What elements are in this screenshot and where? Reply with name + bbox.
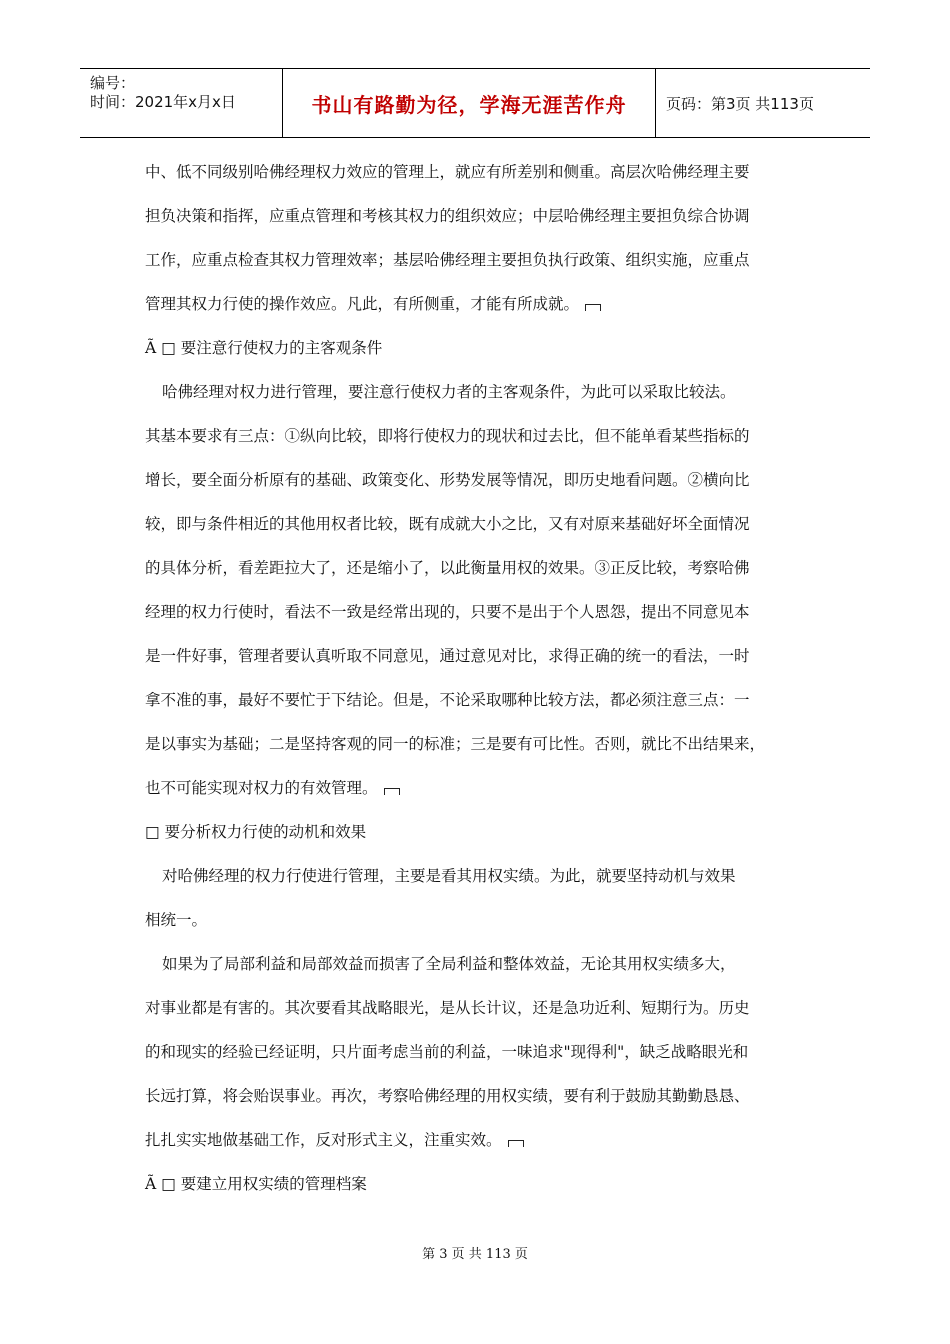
document-body — [145, 150, 810, 1206]
text-line — [145, 282, 810, 326]
text-line-content: 管理其权力行使的操作效应。凡此，有所侧重，才能有所成就。 — [145, 295, 580, 313]
text-line: 对哈佛经理的权力行使进行管理，主要是看其用权实绩。为此，就要坚持动机与效果 — [162, 867, 736, 885]
text-line: 其基本要求有三点：①纵向比较，即将行使权力的现状和过去比，但不能单看某些指标的 — [145, 427, 750, 445]
text-line: 较，即与条件相近的其他用权者比较，既有成就大小之比，又有对原来基础好坏全面情况 — [145, 515, 750, 533]
text-line-content: 也不可能实现对权力的有效管理。 — [145, 779, 378, 797]
number-label: 编号： — [90, 74, 136, 92]
text-line: 是一件好事，管理者要认真听取不同意见，通过意见对比，求得正确的统一的看法，一时 — [145, 647, 750, 665]
text-line: 对事业都是有害的。其次要看其战略眼光，是从长计议，还是急功近利、短期行为。历史 — [145, 999, 750, 1017]
text-line: 担负决策和指挥，应重点管理和考核其权力的组织效应；中层哈佛经理主要担负综合协调 — [145, 207, 750, 225]
paragraph-mark-icon — [585, 304, 601, 311]
text-line: 的和现实的经验已经证明，只片面考虑当前的利益，一味追求"现得利"，缺乏战略眼光和 — [145, 1043, 749, 1061]
text-line: 的具体分析，看差距拉大了，还是缩小了，以此衡量用权的效果。③正反比较，考察哈佛 — [145, 559, 750, 577]
section-heading: □ 要分析权力行使的动机和效果 — [145, 823, 367, 841]
text-line: 如果为了局部利益和局部效益而损害了全局利益和整体效益，无论其用权实绩多大， — [162, 955, 736, 973]
header-motto-cell — [283, 69, 656, 137]
text-line — [145, 1118, 810, 1162]
paragraph-mark-icon — [384, 788, 400, 795]
text-line: 拿不准的事，最好不要忙于下结论。但是，不论采取哪种比较方法，都必须注意三点：一 — [145, 691, 750, 709]
motto-text: 书山有路勤为径，学海无涯苦作舟 — [311, 92, 627, 117]
text-line: 工作，应重点检查其权力管理效率；基层哈佛经理主要担负执行政策、组织实施，应重点 — [145, 251, 750, 269]
paragraph-mark-icon — [508, 1140, 524, 1147]
text-line: 经理的权力行使时，看法不一致是经常出现的，只要不是出于个人恩怨，提出不同意见本 — [145, 603, 750, 621]
text-line: 增长，要全面分析原有的基础、政策变化、形势发展等情况，即历史地看问题。②横向比 — [145, 471, 750, 489]
text-line: 是以事实为基础；二是坚持客观的同一的标准；三是要有可比性。否则，就比不出结果来， — [145, 735, 766, 753]
time-label: 时间：2021年x月x日 — [90, 93, 236, 111]
text-line: 长远打算，将会贻误事业。再次，考察哈佛经理的用权实绩，要有利于鼓励其勤勤恳恳、 — [145, 1087, 750, 1105]
section-heading: Ã □ 要建立用权实绩的管理档案 — [145, 1175, 367, 1193]
page-info: 页码：第3页 共113页 — [666, 94, 814, 113]
text-line — [145, 766, 810, 810]
text-line: 中、低不同级别哈佛经理权力效应的管理上，就应有所差别和侧重。高层次哈佛经理主要 — [145, 163, 750, 181]
page-footer: 第 3 页 共 113 页 — [422, 1247, 528, 1262]
header-page-cell — [666, 69, 870, 137]
page-header — [80, 68, 870, 138]
header-meta — [80, 69, 283, 137]
text-line-content: 扎扎实实地做基础工作，反对形式主义，注重实效。 — [145, 1131, 502, 1149]
text-line: 哈佛经理对权力进行管理，要注意行使权力者的主客观条件，为此可以采取比较法。 — [162, 383, 736, 401]
section-heading: Ã □ 要注意行使权力的主客观条件 — [145, 339, 383, 357]
text-line: 相统一。 — [145, 911, 208, 929]
